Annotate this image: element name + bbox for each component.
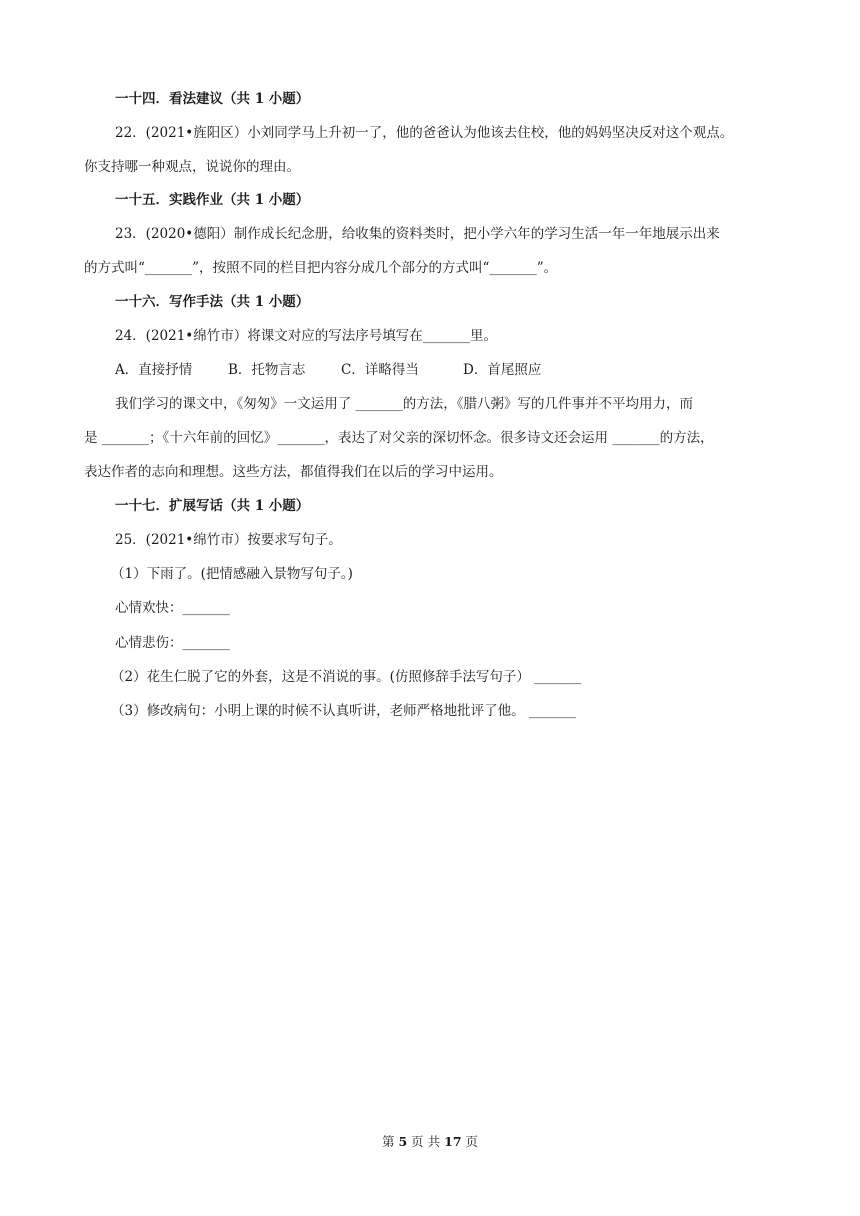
page-footer bbox=[0, 1133, 860, 1151]
question-25-sad: 心情悲伤：_______ bbox=[115, 635, 230, 651]
section-heading-17: 一十七．扩展写话（共 1 小题） bbox=[115, 498, 310, 514]
question-25-part-2: （2）花生仁脱了它的外套，这是不消说的事。(仿照修辞手法写句子） _______ bbox=[111, 669, 582, 685]
question-23-line-1: 23．(2020•德阳）制作成长纪念册，给收集的资料类时，把小学六年的学习生活一年一年地展示出来 bbox=[115, 226, 720, 242]
footer-middle: 页 共 bbox=[411, 1134, 441, 1149]
footer-page-number: 5 bbox=[398, 1134, 408, 1149]
question-25-part-1: （1）下雨了。(把情感融入景物写句子。) bbox=[111, 566, 353, 582]
question-24-options bbox=[115, 360, 815, 380]
option-c: C．详略得当 bbox=[341, 362, 419, 378]
question-24-line-4: 是 _______；《十六年前的回忆》_______，表达了对父亲的深切怀念。很多诗文还会运用 _______的方法， bbox=[84, 430, 714, 446]
question-25-happy: 心情欢快：_______ bbox=[115, 600, 230, 616]
question-25-part-3: （3）修改病句：小明上课的时候不认真听讲，老师严格地批评了他。 _______ bbox=[111, 703, 577, 719]
option-d: D．首尾照应 bbox=[463, 362, 542, 378]
footer-prefix: 第 bbox=[381, 1134, 395, 1149]
section-heading-14: 一十四．看法建议（共 1 小题） bbox=[115, 91, 310, 107]
section-heading-15: 一十五．实践作业（共 1 小题） bbox=[115, 192, 310, 208]
question-24-line-1: 24．(2021•绵竹市）将课文对应的写法序号填写在_______里。 bbox=[115, 328, 498, 344]
question-24-line-3: 我们学习的课文中，《匆匆》一文运用了 _______的方法，《腊八粥》写的几件事并不平均用力，而 bbox=[115, 396, 694, 412]
question-22-line-1: 22．(2021•旌阳区）小刘同学马上升初一了，他的爸爸认为他该去住校，他的妈妈坚决反对这个观点。 bbox=[115, 125, 734, 141]
section-heading-16: 一十六．写作手法（共 1 小题） bbox=[115, 294, 310, 310]
question-23-line-2: 的方式叫“_______”，按照不同的栏目把内容分成几个部分的方式叫“_______”。 bbox=[84, 260, 558, 276]
option-a: A．直接抒情 bbox=[115, 362, 193, 378]
option-b: B．托物言志 bbox=[228, 362, 306, 378]
question-24-line-5: 表达作者的志向和理想。这些方法，都值得我们在以后的学习中运用。 bbox=[84, 464, 503, 480]
footer-total-pages: 17 bbox=[444, 1134, 462, 1149]
footer-suffix: 页 bbox=[465, 1134, 479, 1149]
question-25-line-1: 25．(2021•绵竹市）按要求写句子。 bbox=[115, 532, 342, 548]
question-22-line-2: 你支持哪一种观点，说说你的理由。 bbox=[84, 159, 300, 175]
